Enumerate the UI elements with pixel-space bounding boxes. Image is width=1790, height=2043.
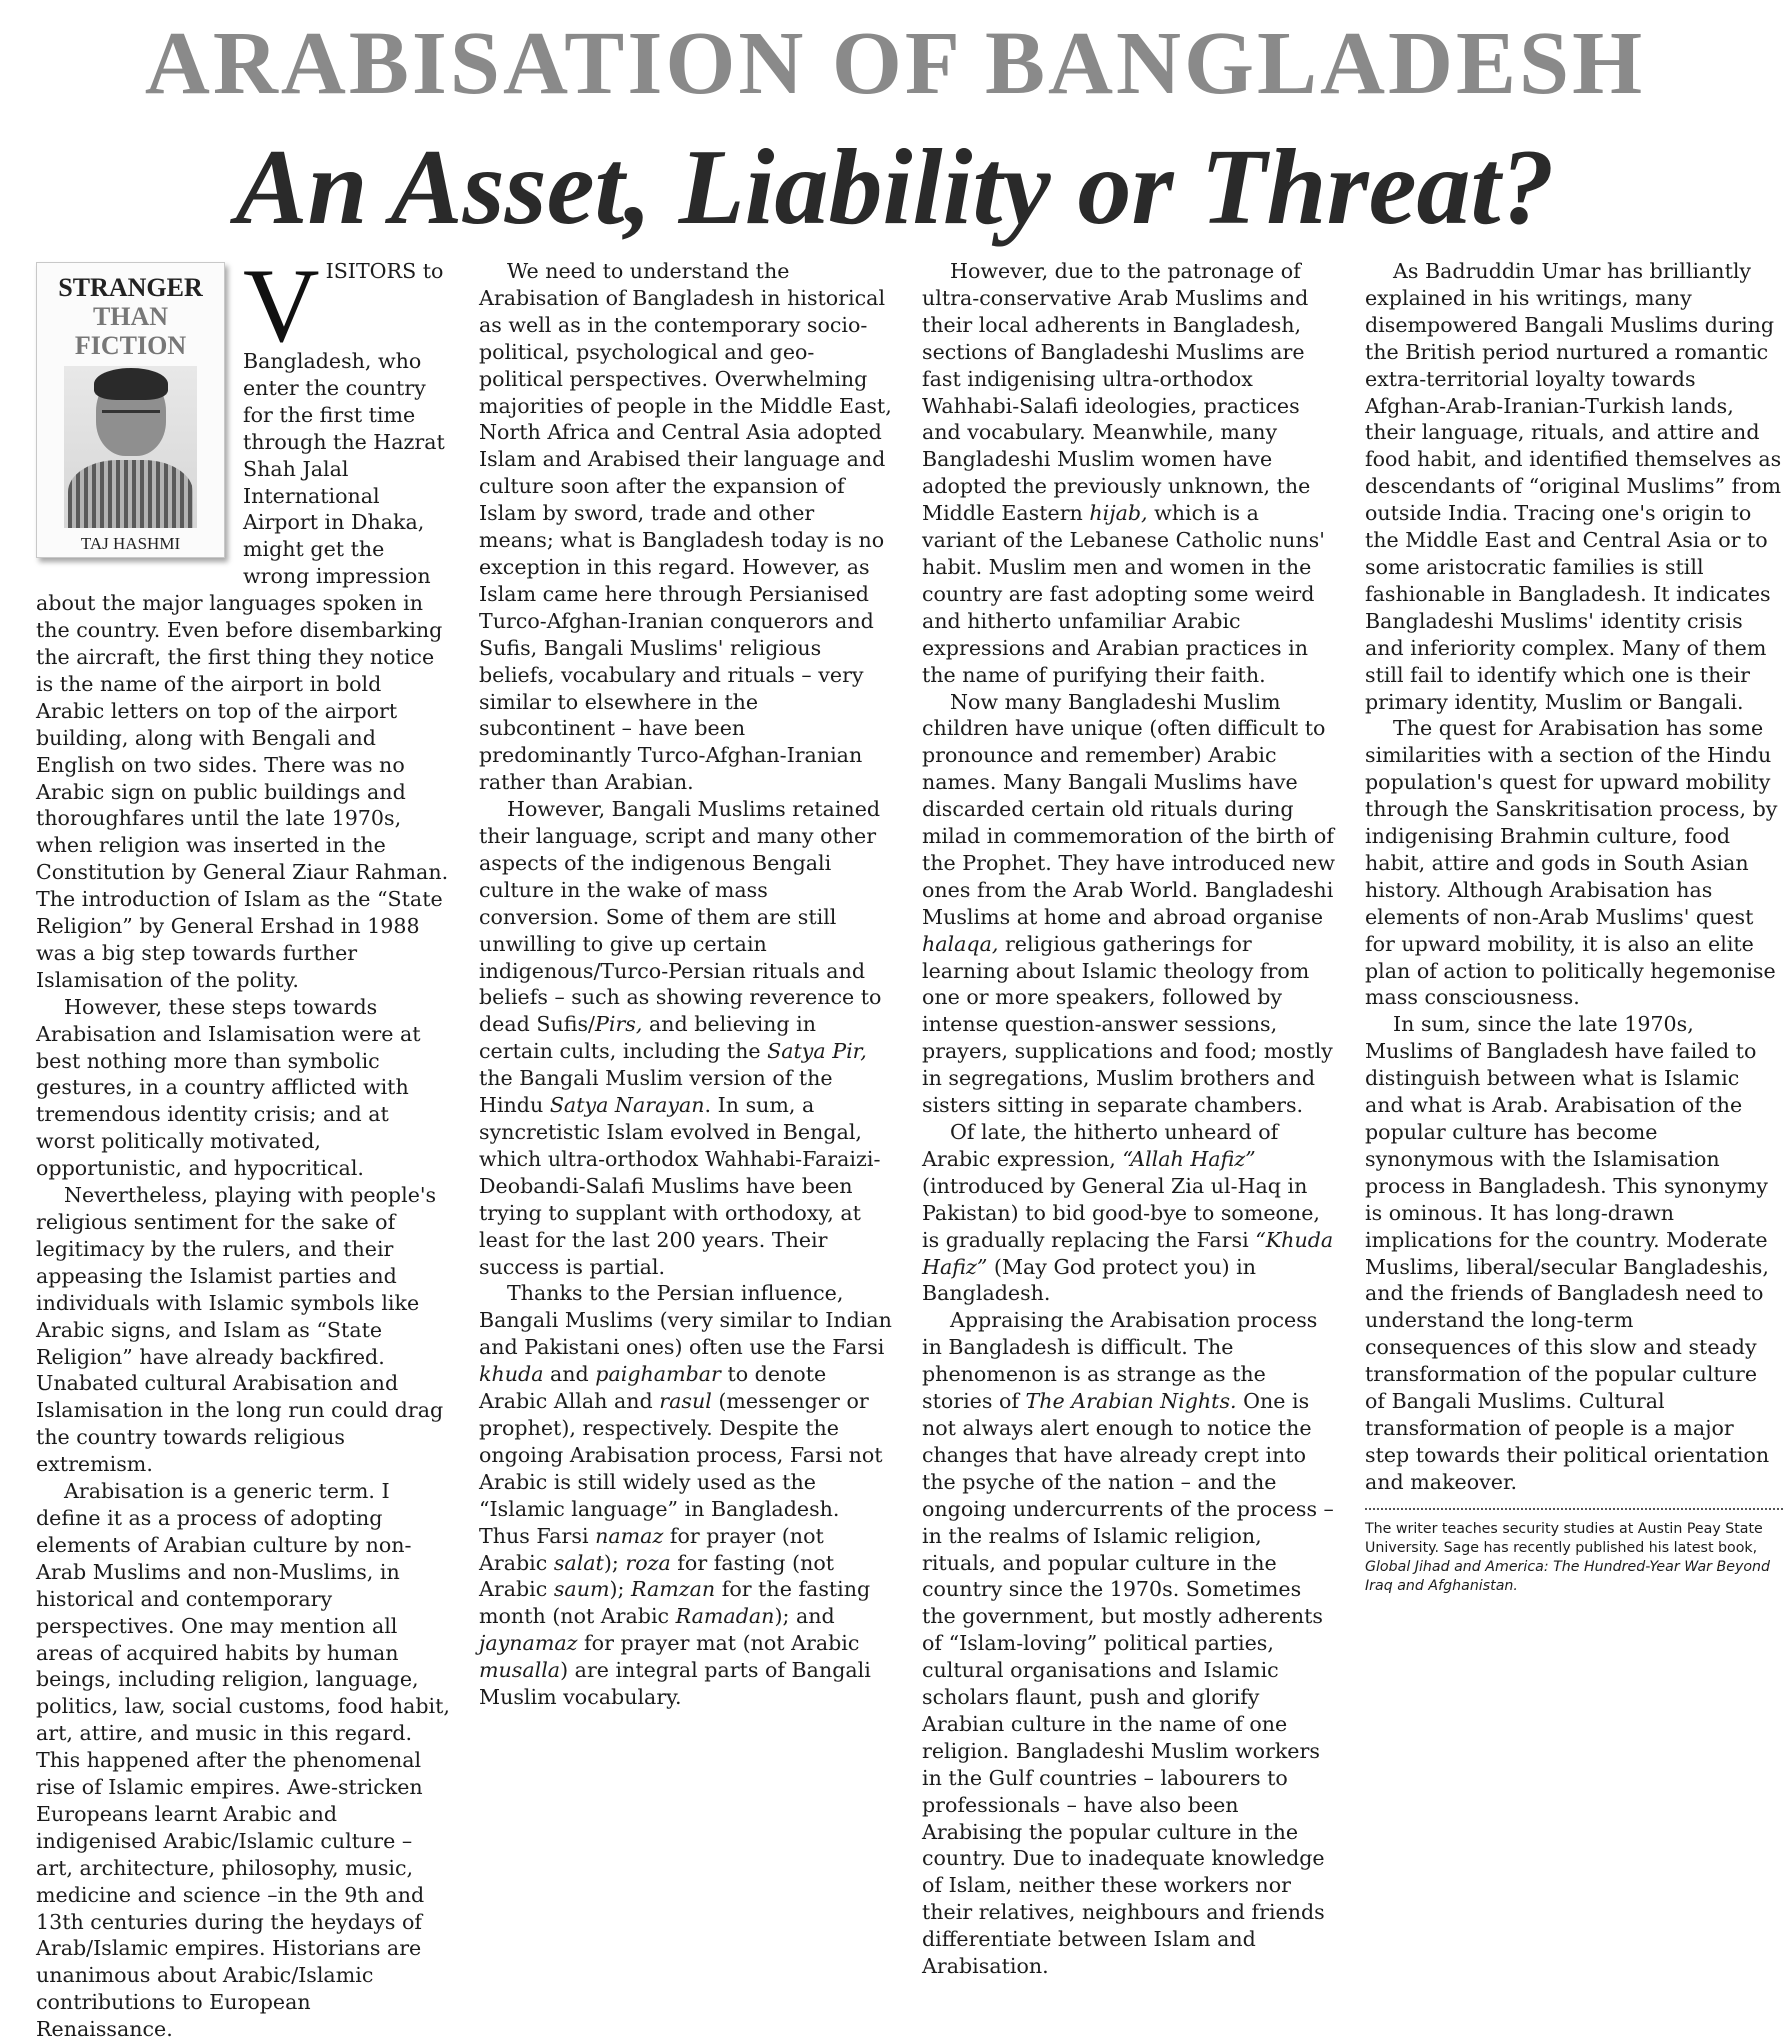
article-column-1 <box>36 247 451 2043</box>
paragraph: Appraising the Arabisation process in Bangladesh is difficult. The phenomenon is as strange as the stories of The Arabian Nights. One is not always alert enough to notice the changes that have already crept into the psyche of the nation – and the ongoing undercurrents of the process – in the realms of Islamic religion, rituals, and popular culture in the country since the 1970s. Sometimes the government, but mostly adherents of “Islam-loving” political parties, cultural organisations and Islamic scholars flaunt, push and glorify Arabian culture in the name of one religion. Bangladeshi Muslim workers in the Gulf countries – labourers to professionals – have also been Arabising the popular culture in the country. Due to inadequate knowledge of Islam, neither these workers nor their relatives, neighbours and friends differentiate between Islam and Arabisation. <box>922 1308 1334 1979</box>
paragraph-intro: VISITORS to Bangladesh, who enter the country for the first time through the Hazrat Shah Jalal International Airport in Dhaka, might get the wrong impression about the major languages spoken in the country. Even before disembarking the aircraft, the first thing they notice is the name of the airport in bold Arabic letters on top of the airport building, along with Bengali and English on two sides. There was no Arabic sign on public buildings and thoroughfares until the late 1970s, when religion was inserted in the Constitution by General Ziaur Rahman. The introduction of Islam as the “State Religion” by General Ershad in 1988 was a big step towards further Islamisation of the polity. <box>36 247 449 992</box>
headline: ARABISATION OF BANGLADESH <box>144 14 1646 113</box>
drop-cap: V <box>243 247 320 364</box>
author-photo <box>64 366 197 528</box>
column-title-line-3: FICTION <box>74 331 187 360</box>
paragraph: Now many Bangladeshi Muslim children have unique (often difficult to pronounce and remember) Arabic names. Many Bangali Muslims have discarded certain old rituals during milad in commemoration of the birth of the Prophet. They have introduced new ones from the Arab World. Bangladeshi Muslims at home and abroad organise halaqa, religious gatherings for learning about Islamic theology from one or more speakers, followed by intense question-answer sessions, prayers, supplications and food; mostly in segregations, Muslim brothers and sisters sitting in separate chambers. <box>922 689 1335 1118</box>
paragraph: We need to understand the Arabisation of Bangladesh in historical as well as in the contemporary socio-political, psychological and geo-political perspectives. Overwhelming majorities of people in the Middle East, North Africa and Central Asia adopted Islam and Arabised their language and culture soon after the expansion of Islam by sword, trade and other means; what is Bangladesh today is no exception in this regard. However, as Islam came here through Persianised Turco-Afghan-Iranian conquerors and Sufis, Bangali Muslims' religious beliefs, vocabulary and rituals – very similar to elsewhere in the subcontinent – have been predominantly Turco-Afghan-Iranian rather than Arabian. <box>479 259 892 795</box>
article-column-2 <box>479 258 894 1711</box>
column-title-line-1: STRANGER <box>58 273 203 302</box>
author-credit: The writer teaches security studies at Austin Peay State University. Sage has recently published his latest book, Global Jihad and America: The Hundred-Year War Beyond Iraq and Afghanistan. <box>1365 1508 1783 1596</box>
paragraph: The quest for Arabisation has some similarities with a section of the Hindu population's quest for upward mobility through the Sanskritisation process, by indigenising Brahmin culture, food habit, attire and gods in South Asian history. Although Arabisation has elements of non-Arab Muslims' quest for upward mobility, it is also an elite plan of action to politically hegemonise mass consciousness. <box>1365 716 1778 1010</box>
paragraph: However, these steps towards Arabisation and Islamisation were at best nothing more than symbolic gestures, in a country afflicted with tremendous identity crisis; and at worst politically motivated, opportunistic, and hypocritical. <box>36 994 421 1181</box>
paragraph: Nevertheless, playing with people's religious sentiment for the sake of legitimacy by the rulers, and their appeasing the Islamist parties and individuals with Islamic symbols like Arabic signs, and Islam as “State Religion” have already backfired. Unabated cultural Arabisation and Islamisation in the long run could drag the country towards religious extremism. <box>36 1183 444 1477</box>
article-column-4 <box>1365 258 1783 1596</box>
paragraph: However, Bangali Muslims retained their language, script and many other aspects of the indigenous Bengali culture in the wake of mass conversion. Some of them are still unwilling to give up certain indigenous/Turco-Persian rituals and beliefs – such as showing reverence to dead Sufis/Pirs, and believing in certain cults, including the Satya Pir, the Bangali Muslim version of the Hindu Satya Narayan. In sum, a syncretistic Islam evolved in Bengal, which ultra-orthodox Wahhabi-Faraizi-Deobandi-Salafi Muslims have been trying to supplant with orthodoxy, at least for the last 200 years. Their success is partial. <box>479 797 882 1279</box>
subheadline: An Asset, Liability or Threat? <box>235 128 1555 247</box>
paragraph: Thanks to the Persian influence, Bangali Muslims (very similar to Indian and Pakistani ones) often use the Farsi khuda and paighambar to denote Arabic Allah and rasul (messenger or prophet), respectively. Despite the ongoing Arabisation process, Farsi not Arabic is still widely used as the “Islamic language” in Bangladesh. Thus Farsi namaz for prayer (not Arabic salat); roza for fasting (not Arabic saum); Ramzan for the fasting month (not Arabic Ramadan); and jaynamaz for prayer mat (not Arabic musalla) are integral parts of Bangali Muslim vocabulary. <box>479 1281 892 1710</box>
paragraph: As Badruddin Umar has brilliantly explained in his writings, many disempowered Bangali Muslims during the British period nurtured a romantic extra-territorial loyalty towards Afghan-Arab-Iranian-Turkish lands, their language, rituals, and attire and food habit, and identified themselves as descendants of “original Muslims” from outside India. Tracing one's origin to the Middle East and Central Asia or to some aristocratic families is still fashionable in Bangladesh. It indicates Bangladeshi Muslims' identity crisis and inferiority complex. Many of them still fail to identify which one is their primary identity, Muslim or Bangali. <box>1365 259 1782 714</box>
author-name: TAJ HASHMI <box>80 534 181 553</box>
columnist-box <box>36 262 225 558</box>
column-title-line-2: THAN <box>92 302 169 331</box>
paragraph: Arabisation is a generic term. I define it as a process of adopting elements of Arabian culture by non-Arab Muslims and non-Muslims, in historical and contemporary perspectives. One may mention all areas of acquired habits by human beings, including religion, language, politics, law, social customs, food habit, art, attire, and music in this regard. This happened after the phenomenal rise of Islamic empires. Awe-stricken Europeans learnt Arabic and indigenised Arabic/Islamic culture – art, architecture, philosophy, music, medicine and science –in the 9th and 13th centuries during the heydays of Arab/Islamic empires. Historians are unanimous about Arabic/Islamic contributions to European Renaissance. <box>36 1479 450 2042</box>
article-column-3 <box>922 258 1337 1980</box>
paragraph: Of late, the hitherto unheard of Arabic expression, “Allah Hafiz” (introduced by General Zia ul-Haq in Pakistan) to bid good-bye to someone, is gradually replacing the Farsi “Khuda Hafiz” (May God protect you) in Bangladesh. <box>922 1120 1334 1306</box>
paragraph: In sum, since the late 1970s, Muslims of Bangladesh have failed to distinguish between what is Islamic and what is Arab. Arabisation of the popular culture has become synonymous with the Islamisation process in Bangladesh. This synonymy is ominous. It has long-drawn implications for the country. Moderate Muslims, liberal/secular Bangladeshis, and the friends of Bangladesh need to understand the long-term consequences of this slow and steady transformation of the popular culture of Bangali Muslims. Cultural transformation of people is a major step towards their political orientation and makeover. <box>1365 1012 1770 1494</box>
paragraph: However, due to the patronage of ultra-conservative Arab Muslims and their local adherents in Bangladesh, sections of Bangladeshi Muslims are fast indigenising ultra-orthodox Wahhabi-Salafi ideologies, practices and vocabulary. Meanwhile, many Bangladeshi Muslim women have adopted the previously unknown, the Middle Eastern hijab, which is a variant of the Lebanese Catholic nuns' habit. Muslim men and women in the country are fast adopting some weird and hitherto unfamiliar Arabic expressions and Arabian practices in the name of purifying their faith. <box>922 259 1325 687</box>
